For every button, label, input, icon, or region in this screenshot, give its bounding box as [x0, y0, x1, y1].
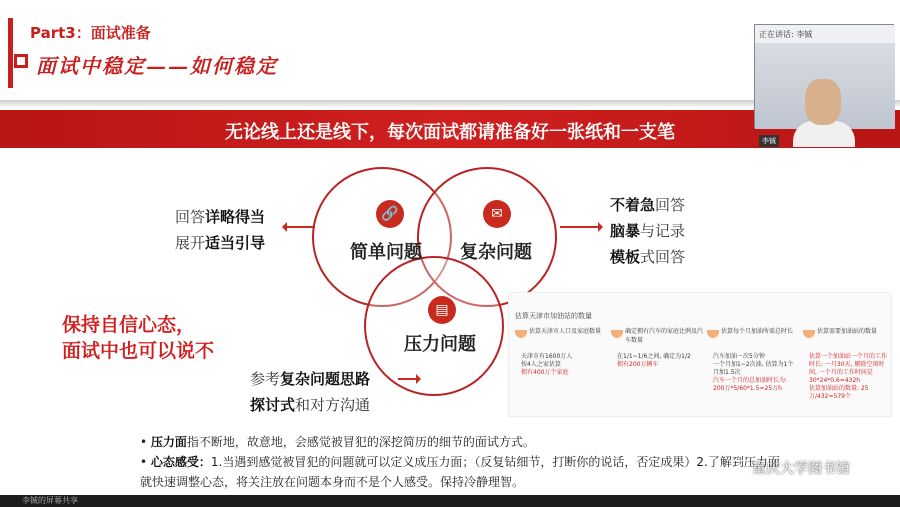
pressure-tips — [250, 366, 370, 418]
simple-tips — [175, 204, 265, 256]
accent-bar — [8, 18, 13, 88]
tip-line: 参考复杂问题思路 — [250, 370, 371, 388]
tip-line: 回答详略得当 — [175, 208, 266, 226]
list-item: • 心态感受：1.当遇到感觉被冒犯的问题就可以定义成压力面；（反复钻细节，打断你的说话，否定成果）2.了解到压力面就快速调整心态，将关注放在问题本身而不是个人感受。保持冷静理智。 — [140, 455, 780, 489]
circle-label-simple: 简单问题 — [350, 242, 422, 263]
watermark: 重庆大学图书馆 — [752, 461, 850, 477]
square-bullet-icon — [14, 54, 28, 68]
speaker-video-panel[interactable] — [754, 24, 894, 145]
mail-icon: ✉ — [483, 200, 511, 228]
example-step: 估算天津市人口及家庭数量 天津市有1600万人 按4人之家估算 拥有400万个家庭 — [515, 327, 607, 377]
speaker-face — [805, 79, 841, 125]
tip-line: 不着急回答 — [610, 196, 686, 214]
video-feed — [755, 43, 895, 145]
arrow-bottom — [398, 378, 418, 380]
complex-tips — [610, 192, 685, 270]
tip-line: 脑暴与记录 — [610, 222, 686, 240]
circle-label-complex: 复杂问题 — [460, 242, 532, 263]
part-title: Part3：面试准备 — [30, 24, 151, 42]
example-title: 估算天津市加油站的数量 — [515, 312, 592, 320]
confidence-note: 保持自信心态， 面试中也可以说不 — [62, 314, 215, 362]
sub-title: 面试中稳定——如何稳定 — [36, 54, 278, 78]
estimation-example — [508, 292, 892, 417]
monitor-icon: ▤ — [428, 296, 456, 324]
screen-share-status[interactable]: 李铖的屏幕共享 — [0, 495, 900, 507]
tip-line: 探讨式和对方沟通 — [250, 396, 371, 414]
speaker-name: 李铖 — [759, 135, 779, 147]
example-step: 估算需要加油站的数量 估算一个加油站一个月的工作时长: 一月30天, 剔除空闲时间, 一个月的工作时间是30*24*0.6=432h 估算加油站的数量: 25万/432≈579个 — [803, 327, 889, 401]
example-step: 估算每个月加油所需总时长 汽车加油一次5分钟 一个月加1~2次油, 估算为1个月加1.5次 汽车一个月的总加油时长为: 200万*5/60*1.5≈25万h — [707, 327, 799, 393]
notes-list — [140, 432, 780, 492]
library-logo-icon — [732, 460, 748, 476]
arrow-left — [285, 226, 315, 228]
list-item: • 压力面指不断地，故意地，会感觉被冒犯的深挖简历的细节的面试方式。 — [140, 435, 535, 449]
tip-line: 模板式回答 — [610, 248, 686, 266]
arrow-right — [560, 226, 600, 228]
tip-line: 展开适当引导 — [175, 234, 266, 252]
example-step: 确定拥有汽车的家庭比例及汽车数量 在1/1~1/6之间, 确定为1/2 拥有200万辆车 — [611, 327, 703, 369]
banner-text: 无论线上还是线下，每次面试都请准备好一张纸和一支笔 — [225, 122, 675, 143]
circle-label-pressure: 压力问题 — [404, 334, 476, 355]
venn-circle-pressure — [364, 256, 504, 396]
link-icon: 🔗 — [376, 200, 404, 228]
speaking-status: 正在讲话: 李铖 — [755, 25, 895, 43]
